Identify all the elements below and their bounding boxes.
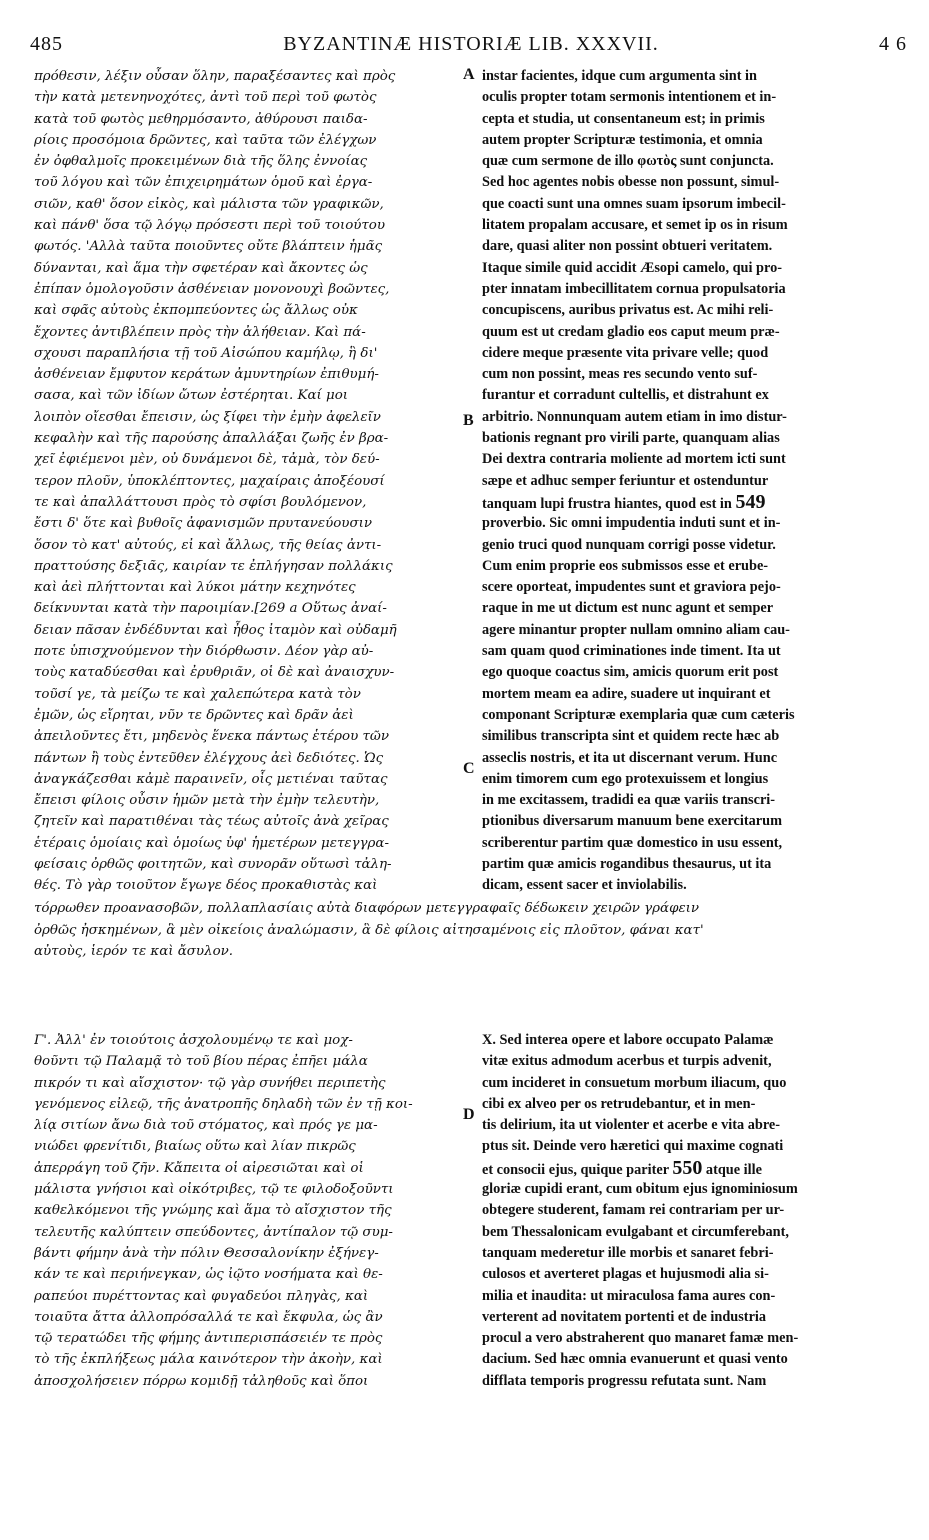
greek-text-line: τόρρωθεν προανασοβῶν, πολλαπλασίαις αὐτὰ διαφόρων μετεγγραφαῖς δέδωκειν χειρῶν γράφειν	[34, 901, 700, 916]
greek-text-line: κεφαλὴν καὶ τῆς παρούσης ἀπαλλάξαι ζωῆς ἐν βρα-	[34, 431, 389, 447]
greek-text-line: ὀρθῶς ἠσκημένων, ἃ μὲν οἰκείοις ἀναλώμασιν, ἃ δὲ φίλοις αἰτησαμένοις εἰς πλοῦτον, φάναι κατ'	[34, 922, 704, 938]
greek-text-line: σιῶν, καθ' ὅσον εἰκὸς, καὶ μάλιστα τῶν γραφικῶν,	[34, 196, 384, 212]
latin-text-line: similibus transcripta sint et quidem recte hæc ab	[482, 728, 780, 745]
latin-text-line: sam quam quod criminationes inde timent. Ita ut	[482, 643, 781, 660]
latin-text-line: genio truci quod nunquam corrigi posse videtur.	[482, 536, 776, 553]
latin-text-line: sæpe et adhuc semper feriuntur et ostenduntur	[482, 472, 769, 489]
greek-text-line: πρόθεσιν, λέξιν οὖσαν ὅλην, παραξέσαντες καὶ πρὸς	[34, 69, 396, 84]
greek-text-line: ἐπίπαν ὁμολογοῦσιν ἀσθένειαν μονονουχὶ βοῶντες,	[34, 281, 390, 297]
greek-text-line: ἔστι δ' ὅτε καὶ βυθοῖς ἀφανισμῶν πρυτανεύουσιν	[34, 516, 372, 532]
latin-text-line: ptionibus diversarum manuum bene exercitarum	[482, 813, 782, 830]
greek-text-line: ἔπεισι φίλοις οὖσιν ἡμῶν μετὰ τὴν ἐμὴν τελευτὴν,	[34, 793, 380, 809]
latin-text-line: Dei dextra contraria moliente ad mortem icti sunt	[482, 451, 786, 468]
greek-text-line: μάλιστα γνήσιοι καὶ οἰκότριβες, τῷ τε φιλοδοξοῦντι	[34, 1182, 394, 1198]
greek-text-line: δύνανται, καὶ ἅμα τὴν σφετέραν καὶ ἄκοντες ὡς	[34, 260, 368, 276]
running-title: BYZANTINÆ HISTORIÆ LIB. XXXVII.	[283, 32, 659, 55]
latin-text-line: autem propter Scripturæ testimonia, et omnia	[482, 131, 763, 148]
latin-text-line: que coacti sunt una omnes suam ipsorum imbecil-	[482, 195, 786, 212]
latin-text-line: partim quæ amicis rogandibus thesaurus, ut ita	[482, 855, 772, 872]
greek-text-line: σασα, καὶ τῶν ἰδίων ὤτων ἐστέρηται. Καί μοι	[34, 388, 349, 404]
greek-text-line: λοιπὸν οἴεσθαι ἔπεισιν, ὡς ξίφει τὴν ἐμὴν ἀφελεῖν	[34, 409, 381, 425]
greek-text-line: ἀσθένειαν ἔμφυτον κεράτων ἀμυντηρίων ἐπιθυμή-	[34, 367, 379, 383]
latin-text-line: quæ cum sermone de illo φωτὸς sunt conjuncta.	[482, 153, 774, 170]
greek-text-line: φείσαις ὀρθῶς φοιτητῶν, καὶ συνορᾶν οὕτωσὶ τἀλη-	[34, 856, 392, 872]
greek-text-line: ἐν ὀφθαλμοῖς προκειμένων διὰ τῆς ὅλης ἐννοίας	[34, 154, 368, 170]
latin-text-line: Itaque simile quid accidit Æsopi camelo, qui pro-	[482, 259, 782, 276]
latin-text-line: scere oporteat, impudentes sunt et graviora pejo-	[482, 579, 781, 596]
greek-text-line: τοῦ λόγου καὶ τῶν ἐπιχειρημάτων ὁμοῦ καὶ ἐργα-	[34, 175, 373, 191]
greek-text-line: τοιαῦτα ἄττα ἀλλοπρόσαλλά τε καὶ ἔκφυλα, ὡς ἂν	[34, 1309, 383, 1325]
latin-text-line: X. Sed interea opere et labore occupato Palamæ	[482, 1032, 774, 1048]
latin-text-line: in me excitassem, tradidi ea quæ variis transcri-	[482, 792, 776, 809]
latin-text-line: mortem meam ea adire, suadere ut inquirant et	[482, 685, 771, 702]
greek-text-line: τε καὶ ἀπαλλάττουσι πρὸς τὸ σφίσι βουλόμενον,	[34, 494, 367, 510]
latin-text-line: furantur et corradunt cultellis, et distrahunt ex	[482, 387, 769, 404]
latin-text-line: asseclis nostris, et ita ut discernant verum. Hunc	[482, 749, 778, 766]
latin-text-line: tis delirium, ita ut violenter et acerbe e vita abre-	[482, 1117, 781, 1134]
greek-text-line: τὸ τῆς ἐκπλήξεως μάλα καινότερον τὴν ἀκοὴν, καὶ	[34, 1352, 383, 1368]
greek-text-line: τὴν κατὰ μετενηνοχότες, ἀντὶ τοῦ περὶ τοῦ φωτὸς	[34, 90, 377, 106]
greek-text-line: ὅσον τὸ κατ' αὐτούς, εἰ καὶ ἄλλως, τῆς θείας ἀντι-	[34, 537, 382, 553]
greek-text-line: Γ'. Ἀλλ' ἐν τοιούτοις ἀσχολουμένῳ τε καὶ μοχ-	[34, 1033, 353, 1048]
greek-text-line: πικρόν τι καὶ αἴσχιστον· τῷ γὰρ συνήθει περιπετὴς	[34, 1075, 386, 1091]
latin-text-line: dicam, essent sacer et inviolabilis.	[482, 877, 687, 894]
greek-text-line: θές. Τὸ γὰρ τοιοῦτον ἔγωγε δέος προκαθιστὰς καὶ	[34, 878, 378, 894]
greek-text-line: δείκνυνται κατὰ τὴν παροιμίαν.[269 a Οὕτως ἀναί-	[34, 601, 387, 617]
latin-text-line: tanquam mederetur ille morbis et sanaret febri-	[482, 1244, 774, 1261]
latin-text-line: bem Thessalonicam evulgabant et circumferebant,	[482, 1223, 789, 1240]
latin-text-line: Cum enim proprie eos submissos esse et erube-	[482, 557, 769, 574]
latin-text-line: componant Scripturæ exemplaria quæ cum cæteris	[482, 706, 795, 723]
latin-text-line: pter innatam imbecillitatem cornua propulsatoria	[482, 280, 786, 297]
latin-text-line: litatem propalam accusare, et semet ip os in risum	[482, 217, 788, 234]
latin-text-line: milia et inaudita: ut miraculosa fama aures con-	[482, 1287, 776, 1304]
greek-text-line: ἀπερράγη τοῦ ζῆν. Κἄπειτα οἱ αἱρεσιῶται καὶ οἱ	[34, 1160, 364, 1176]
greek-text-line: τερον πλοῦν, ὑποκλέπτοντες, μαχαίραις ἀποξέουσί	[34, 473, 385, 489]
page-number-left: 485	[30, 32, 63, 55]
latin-text-line: difflata temporis progressu refutata sunt. Nam	[482, 1372, 767, 1389]
margin-marker-b: B	[463, 412, 474, 429]
greek-text-line: ζητεῖν καὶ παρατιθέναι τὰς τέως αὐτοῖς ἀνὰ χεῖρας	[34, 814, 389, 830]
greek-text-line: φωτός. 'Αλλὰ ταῦτα ποιοῦντες οὔτε βλάπτειν ἡμᾶς	[34, 239, 383, 255]
greek-text-line: καὶ σφᾶς αὐτοὺς ἐκπομπεύοντες ὡς ἄλλως οὐκ	[34, 303, 358, 319]
greek-text-line: τοῦσί γε, τὰ μείζω τε καὶ χαλεπώτερα κατὰ τὸν	[34, 686, 361, 702]
greek-column-bottom	[34, 1030, 462, 1392]
latin-text-line: culosos et averteret plagas et hujusmodi alia si-	[482, 1266, 769, 1283]
latin-text-line: bationis regnant pro virili parte, quanquam alias	[482, 430, 780, 447]
latin-text-line: enim timorem cum ego protexuissem et longius	[482, 770, 769, 787]
latin-text-line: cum non possint, meas res secundo vento suf-	[482, 366, 758, 383]
greek-text-line: ἀποσχολήσειεν πόρρω κομιδῇ τἀληθοῦς καὶ ὅποι	[34, 1373, 369, 1389]
latin-text-line: procul a vero abstraherent quo manaret famæ men-	[482, 1330, 799, 1347]
greek-text-line: δειαν πᾶσαν ἐνδέδυνται καὶ ἦθος ἰταμὸν καὶ οὐδαμῆ	[34, 622, 397, 638]
greek-text-line: τῷ τερατώδει τῆς φήμης ἀντιπερισπάσειέν τε πρὸς	[34, 1331, 383, 1347]
greek-text-line: θοῦντι τῷ Παλαμᾷ τὸ τοῦ βίου πέρας ἐπῆει μάλα	[34, 1054, 368, 1070]
latin-column-top	[482, 66, 894, 897]
greek-text-line: τοὺς καταδύεσθαι καὶ ἐρυθριᾶν, οἱ δὲ καὶ ἀναισχυν-	[34, 665, 395, 681]
greek-text-line: πραττούσης δεξιᾶς, καιρίαν τε ἐπλήγησαν πολλάκις	[34, 558, 393, 574]
greek-text-line: ἀναγκάζεσθαι κἀμὲ παραινεῖν, οἷς μετιέναι ταῦτας	[34, 771, 388, 787]
greek-text-line: ἀπειλοῦντες ἔτι, μηδενὸς ἕνεκα πάντως ἑτέρου τῶν	[34, 729, 389, 745]
latin-text-line: Sed hoc agentes nobis obesse non possunt, simul-	[482, 174, 780, 191]
greek-text-line: κάν τε καὶ περιήνεγκαν, ὡς ἰῷτο νοσήματα καὶ θε-	[34, 1267, 383, 1283]
latin-text-line: quum est ut credam gladio eos caput meum præ-	[482, 323, 780, 340]
latin-text-line: concupiscens, auribus privatus est. Ac mihi reli-	[482, 302, 774, 319]
latin-text-line: cepta et studia, ut consentaneum est; in primis	[482, 110, 765, 127]
greek-column-top	[34, 66, 462, 897]
greek-text-line: βάντι φήμην ἀνὰ τὴν πόλιν Θεσσαλονίκην ἐξήνεγ-	[34, 1245, 379, 1261]
greek-text-line: πάντων ἢ τοὺς ἐντεῦθεν ἐλέγχους ἀεὶ δεδιότες. Ὡς	[34, 750, 384, 766]
margin-marker-c: C	[463, 760, 475, 777]
greek-text-line: ἑτέραις ὁμοίαις καὶ ὁμοίως ὑφ' ἡμετέρων μετεγγρα-	[34, 835, 389, 851]
latin-text-line: scriberentur partim quæ domestico in usu essent,	[482, 834, 783, 851]
greek-text-line: λίᾳ σιτίων ἄνω διὰ τοῦ στόματος, καὶ πρός γε μα-	[34, 1118, 378, 1134]
latin-text-line: dare, quasi aliter non possint obtueri veritatem.	[482, 238, 773, 255]
greek-text-line: κατὰ τοῦ φωτὸς μεθηρμόσαντο, ἀθύρουσι παιδα-	[34, 111, 368, 127]
page-number-right: 4 6	[878, 32, 907, 55]
latin-text-line: ego quoque coactus sim, amicis quorum erit post	[482, 664, 779, 681]
latin-text-line: cibi ex alveo per os retrudebantur, et in men-	[482, 1095, 756, 1112]
latin-text-line: arbitrio. Nonnunquam autem etiam in imo distur-	[482, 408, 787, 425]
greek-text-line: χεῖ ἐφιέμενοι μὲν, οὐ δυνάμενοι δὲ, τἀμὰ, τὸν δεύ-	[34, 452, 380, 468]
latin-text-line: et consocii ejus, quique pariter 550 atque ille	[482, 1157, 762, 1179]
greek-text-line: ποτε ὑπισχνούμενον τὴν διόρθωσιν. Δέον γὰρ αὐ-	[34, 644, 374, 660]
latin-text-line: raque in me ut dictum est nunc agunt et semper	[482, 600, 774, 617]
greek-text-line: γενόμενος εἰλεῷ, τῆς ἀνατροπῆς δηλαδὴ τῶν ἐν τῇ κοι-	[34, 1096, 413, 1112]
greek-text-line: καθελκόμενοι τῆς γνώμης καὶ ἅμα τὸ αἴσχιστον τῆς	[34, 1203, 392, 1219]
greek-text-line: σχουσι παραπλήσια τῇ τοῦ Αἰσώπου καμήλῳ, ἣ δι'	[34, 345, 378, 361]
margin-marker-d: D	[463, 1106, 475, 1123]
greek-text-line: καὶ πάνθ' ὅσα τῷ λόγῳ πρόσεστι περὶ τοῦ τοιούτου	[34, 218, 386, 234]
latin-text-line: ptus sit. Deinde vero hæretici qui maxime cognati	[482, 1138, 784, 1155]
page-header	[30, 30, 907, 58]
greek-text-line: αὐτοὺς, ἱερόν τε καὶ ἄσυλον.	[34, 944, 234, 960]
greek-wide-continuation	[34, 898, 894, 963]
latin-text-line: verterent ad novitatem portenti et de industria	[482, 1308, 767, 1325]
greek-text-line: ραπεύοι πυρέττοντας καὶ φυγαδεύοι πληγὰς, καὶ	[34, 1288, 369, 1304]
latin-text-line: tanquam lupi frustra hiantes, quod est in 549	[482, 491, 766, 513]
greek-text-line: ἐμῶν, ὡς εἴρηται, νῦν τε δρῶντες καὶ δρᾶν ἀεὶ	[34, 707, 354, 723]
latin-text-line: vitæ exitus admodum acerbus et turpis advenit,	[482, 1053, 772, 1070]
latin-text-line: obtegere studerent, famam rei contrariam per ur-	[482, 1202, 785, 1219]
latin-column-bottom	[482, 1030, 894, 1392]
greek-text-line: ρίοις προσόμοια δρῶντες, καὶ ταῦτα τῶν ἐλέγχων	[34, 132, 377, 148]
greek-text-line: ἔχοντες ἀντιβλέπειν πρὸς τὴν ἀλήθειαν. Καὶ πά-	[34, 324, 366, 340]
latin-text-line: proverbio. Sic omni impudentia induti sunt et in-	[482, 515, 781, 532]
latin-text-line: agere minantur propter nullam omnino aliam cau-	[482, 621, 790, 638]
latin-text-line: dacium. Sed hæc omnia evanuerunt et quasi vento	[482, 1351, 788, 1368]
latin-text-line: oculis propter totam sermonis intentionem et in-	[482, 89, 777, 106]
latin-text-line: gloriæ cupidi erant, cum obitum ejus ignominiosum	[482, 1181, 798, 1198]
greek-text-line: τελευτῆς καλύπτειν σπεύδοντες, ἀντίπαλον τῷ συμ-	[34, 1224, 393, 1240]
greek-text-line: νιώδει φρενίτιδι, βιαίως οὕτω καὶ λίαν πικρῶς	[34, 1139, 356, 1155]
latin-text-line: instar facientes, idque cum argumenta sint in	[482, 68, 757, 84]
greek-text-line: καὶ ἀεὶ πλήττονται καὶ λύκοι μάτην κεχηνότες	[34, 580, 356, 596]
latin-text-line: cum incideret in consuetum morbum iliacum, quo	[482, 1074, 787, 1091]
latin-text-line: cidere meque præsente vita privare velle; quod	[482, 344, 769, 361]
margin-marker-a: A	[463, 66, 475, 83]
